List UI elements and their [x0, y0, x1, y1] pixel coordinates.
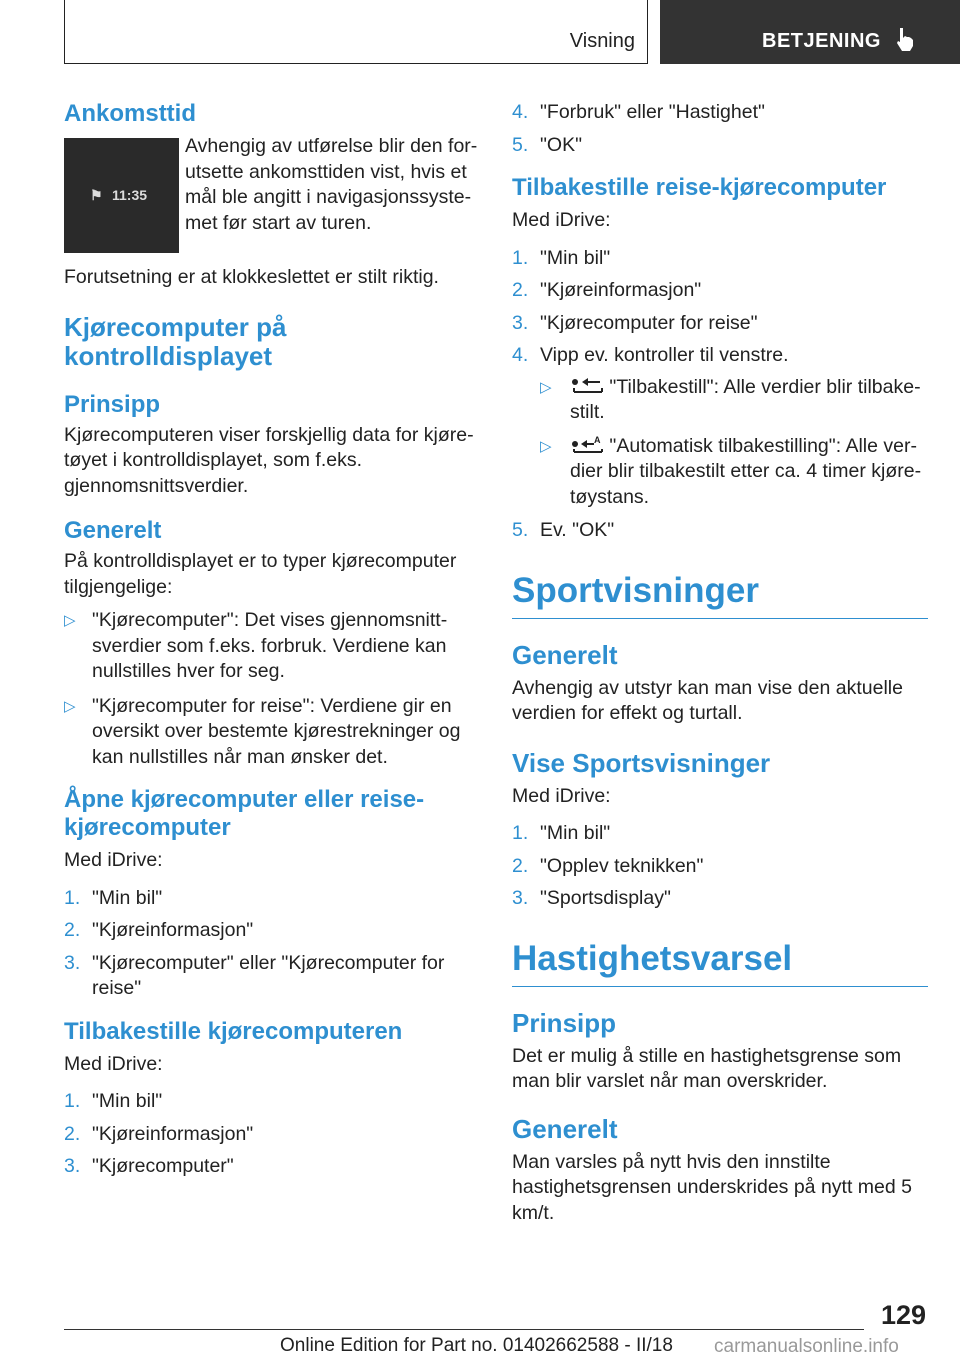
tilbake-intro: Med iDrive:	[64, 1052, 163, 1075]
right-column	[512, 100, 928, 1226]
header-chapter-tab	[660, 0, 960, 64]
header-section-box	[64, 0, 648, 64]
list-item: 3. "Kjørecomputer" eller "Kjørecomputer for reise"	[64, 951, 445, 999]
heading-tilbakestille-reise: Tilbakestille reise-kjørecomputer	[512, 174, 887, 201]
svg-text:A: A	[594, 434, 601, 445]
generelt-bullets	[64, 608, 480, 770]
page-number: 129	[880, 1300, 926, 1330]
flag-icon: ⚑	[90, 187, 103, 203]
generelt-text: På kontrolldisplayet er to typer kjørecomputer tilgjengelige:	[64, 550, 457, 598]
list-item: 3. "Kjørecomputer for reise"	[512, 311, 758, 334]
heading-ankomsttid: Ankomsttid	[64, 100, 196, 127]
list-item: 2. "Kjøreinformasjon"	[64, 919, 254, 941]
list-item: ▷ "Kjørecomputer": Det vises gjennomsnittsverdier som f.eks. forbruk. Verdiene kan nullstilles hver for seg.	[64, 609, 448, 682]
list-item: 3. "Kjørecomputer"	[64, 1155, 234, 1177]
triangle-bullet-icon: ▷	[64, 612, 76, 629]
footer-divider	[64, 1329, 864, 1330]
heading-hastighetsvarsel: Hastighetsvarsel	[512, 940, 928, 987]
list-item: 5. "OK"	[512, 133, 583, 156]
heading-sportvisninger: Sportvisninger	[512, 572, 928, 619]
heading-apne: Åpne kjørecomputer eller reisekjørecomputer	[64, 786, 425, 841]
arrival-clock: 11:35	[112, 187, 148, 203]
reset-manual-icon	[570, 376, 604, 396]
list-item: 2. "Kjøreinformasjon"	[512, 279, 702, 301]
forutsetning-text: Forutsetning er at klokkeslettet er stilt riktig.	[64, 266, 439, 288]
list-item: 4. "Forbruk" eller "Hastighet"	[512, 101, 765, 123]
list-item: ▷ "Tilbakestill": Alle verdier blir tilbakestilt.	[540, 375, 921, 423]
reset-auto-icon	[570, 435, 604, 455]
heading-generelt: Generelt	[64, 517, 162, 544]
left-column	[64, 100, 480, 1187]
watermark: carmanualsonline.info	[714, 1336, 899, 1357]
triangle-bullet-icon: ▷	[64, 697, 76, 715]
triangle-bullet-icon: ▷	[540, 437, 552, 455]
apne-intro: Med iDrive:	[64, 849, 163, 871]
list-item: 4. Vipp ev. kontroller til venstre. ▷ "Tilbakestill": Alle verdier blir tilbakestilt. ▷ A "Automatisk tilbakestilling": Alle verdier blir tilbakestilt etter ca. 4 timer kjøretøystans.	[512, 343, 928, 510]
hand-pointer-icon	[894, 26, 916, 52]
reise-intro: Med iDrive:	[512, 209, 611, 231]
heading-kjorecomputer: Kjørecomputer på kontrolldisplayet	[64, 311, 287, 371]
heading-tilbakestille: Tilbakestille kjørecomputeren	[64, 1017, 403, 1045]
list-item: ▷ A "Automatisk tilbakestilling": Alle verdier blir tilbakestilt etter ca. 4 timer kjøretøystans.	[540, 434, 922, 508]
apne-steps	[64, 886, 480, 1002]
header-chapter-label: BETJENING	[762, 30, 881, 52]
heading-hast-generelt: Generelt	[512, 1113, 618, 1144]
hast-generelt-text: Man varsles på nytt hvis den innstilte hastighetsgrensen underskrides på nytt med 5 km/t.	[512, 1150, 912, 1224]
list-item: 1. "Min bil"	[64, 1090, 163, 1112]
prinsipp-text: Kjørecomputeren viser forskjellig data for kjøretøyet i kontrolldisplayet, som f.eks. gjennomsnittsverdier.	[64, 423, 474, 497]
sport-generelt-text: Avhengig av utstyr kan man vise den aktuelle verdien for effekt og turtall.	[512, 676, 903, 724]
vise-intro: Med iDrive:	[512, 784, 611, 807]
hast-prinsipp-text: Det er mulig å stille en hastighetsgrense som man blir varslet når man overskrider.	[512, 1044, 902, 1092]
vise-steps	[512, 821, 928, 912]
list-item: 3. "Sportsdisplay"	[512, 887, 671, 909]
list-item: 5. Ev. "OK"	[512, 519, 615, 541]
heading-prinsipp: Prinsipp	[64, 390, 161, 418]
heading-hast-prinsipp: Prinsipp	[512, 1007, 617, 1038]
header-section-label: Visning	[569, 30, 635, 52]
continued-steps	[512, 100, 928, 158]
heading-sport-generelt: Generelt	[512, 639, 618, 670]
arrival-time-display-image	[64, 138, 179, 253]
list-item: 1. "Min bil"	[512, 822, 611, 844]
list-item: ▷ "Kjørecomputer for reise": Verdiene gir en oversikt over bestemte kjørestrekninger og kan nullstilles når man ønsker det.	[64, 694, 461, 768]
reset-options	[540, 375, 928, 511]
list-item: 2. "Opplev teknikken"	[512, 854, 704, 877]
triangle-bullet-icon: ▷	[540, 378, 552, 396]
edition-text: Online Edition for Part no. 01402662588 - II/18	[280, 1335, 673, 1356]
heading-vise-sportsvisninger: Vise Sportsvisninger	[512, 747, 771, 778]
list-item: 1. "Min bil"	[64, 886, 163, 909]
tilbake-steps	[64, 1089, 480, 1180]
list-item: 2. "Kjøreinformasjon"	[64, 1122, 254, 1145]
ankomsttid-text: Avhengig av utførelse blir den forutsette ankomsttiden vist, hvis et mål ble angitt i navigasjonssystemet før start av turen.	[185, 135, 478, 234]
reise-steps	[512, 246, 928, 544]
list-item: 1. "Min bil"	[512, 246, 611, 269]
